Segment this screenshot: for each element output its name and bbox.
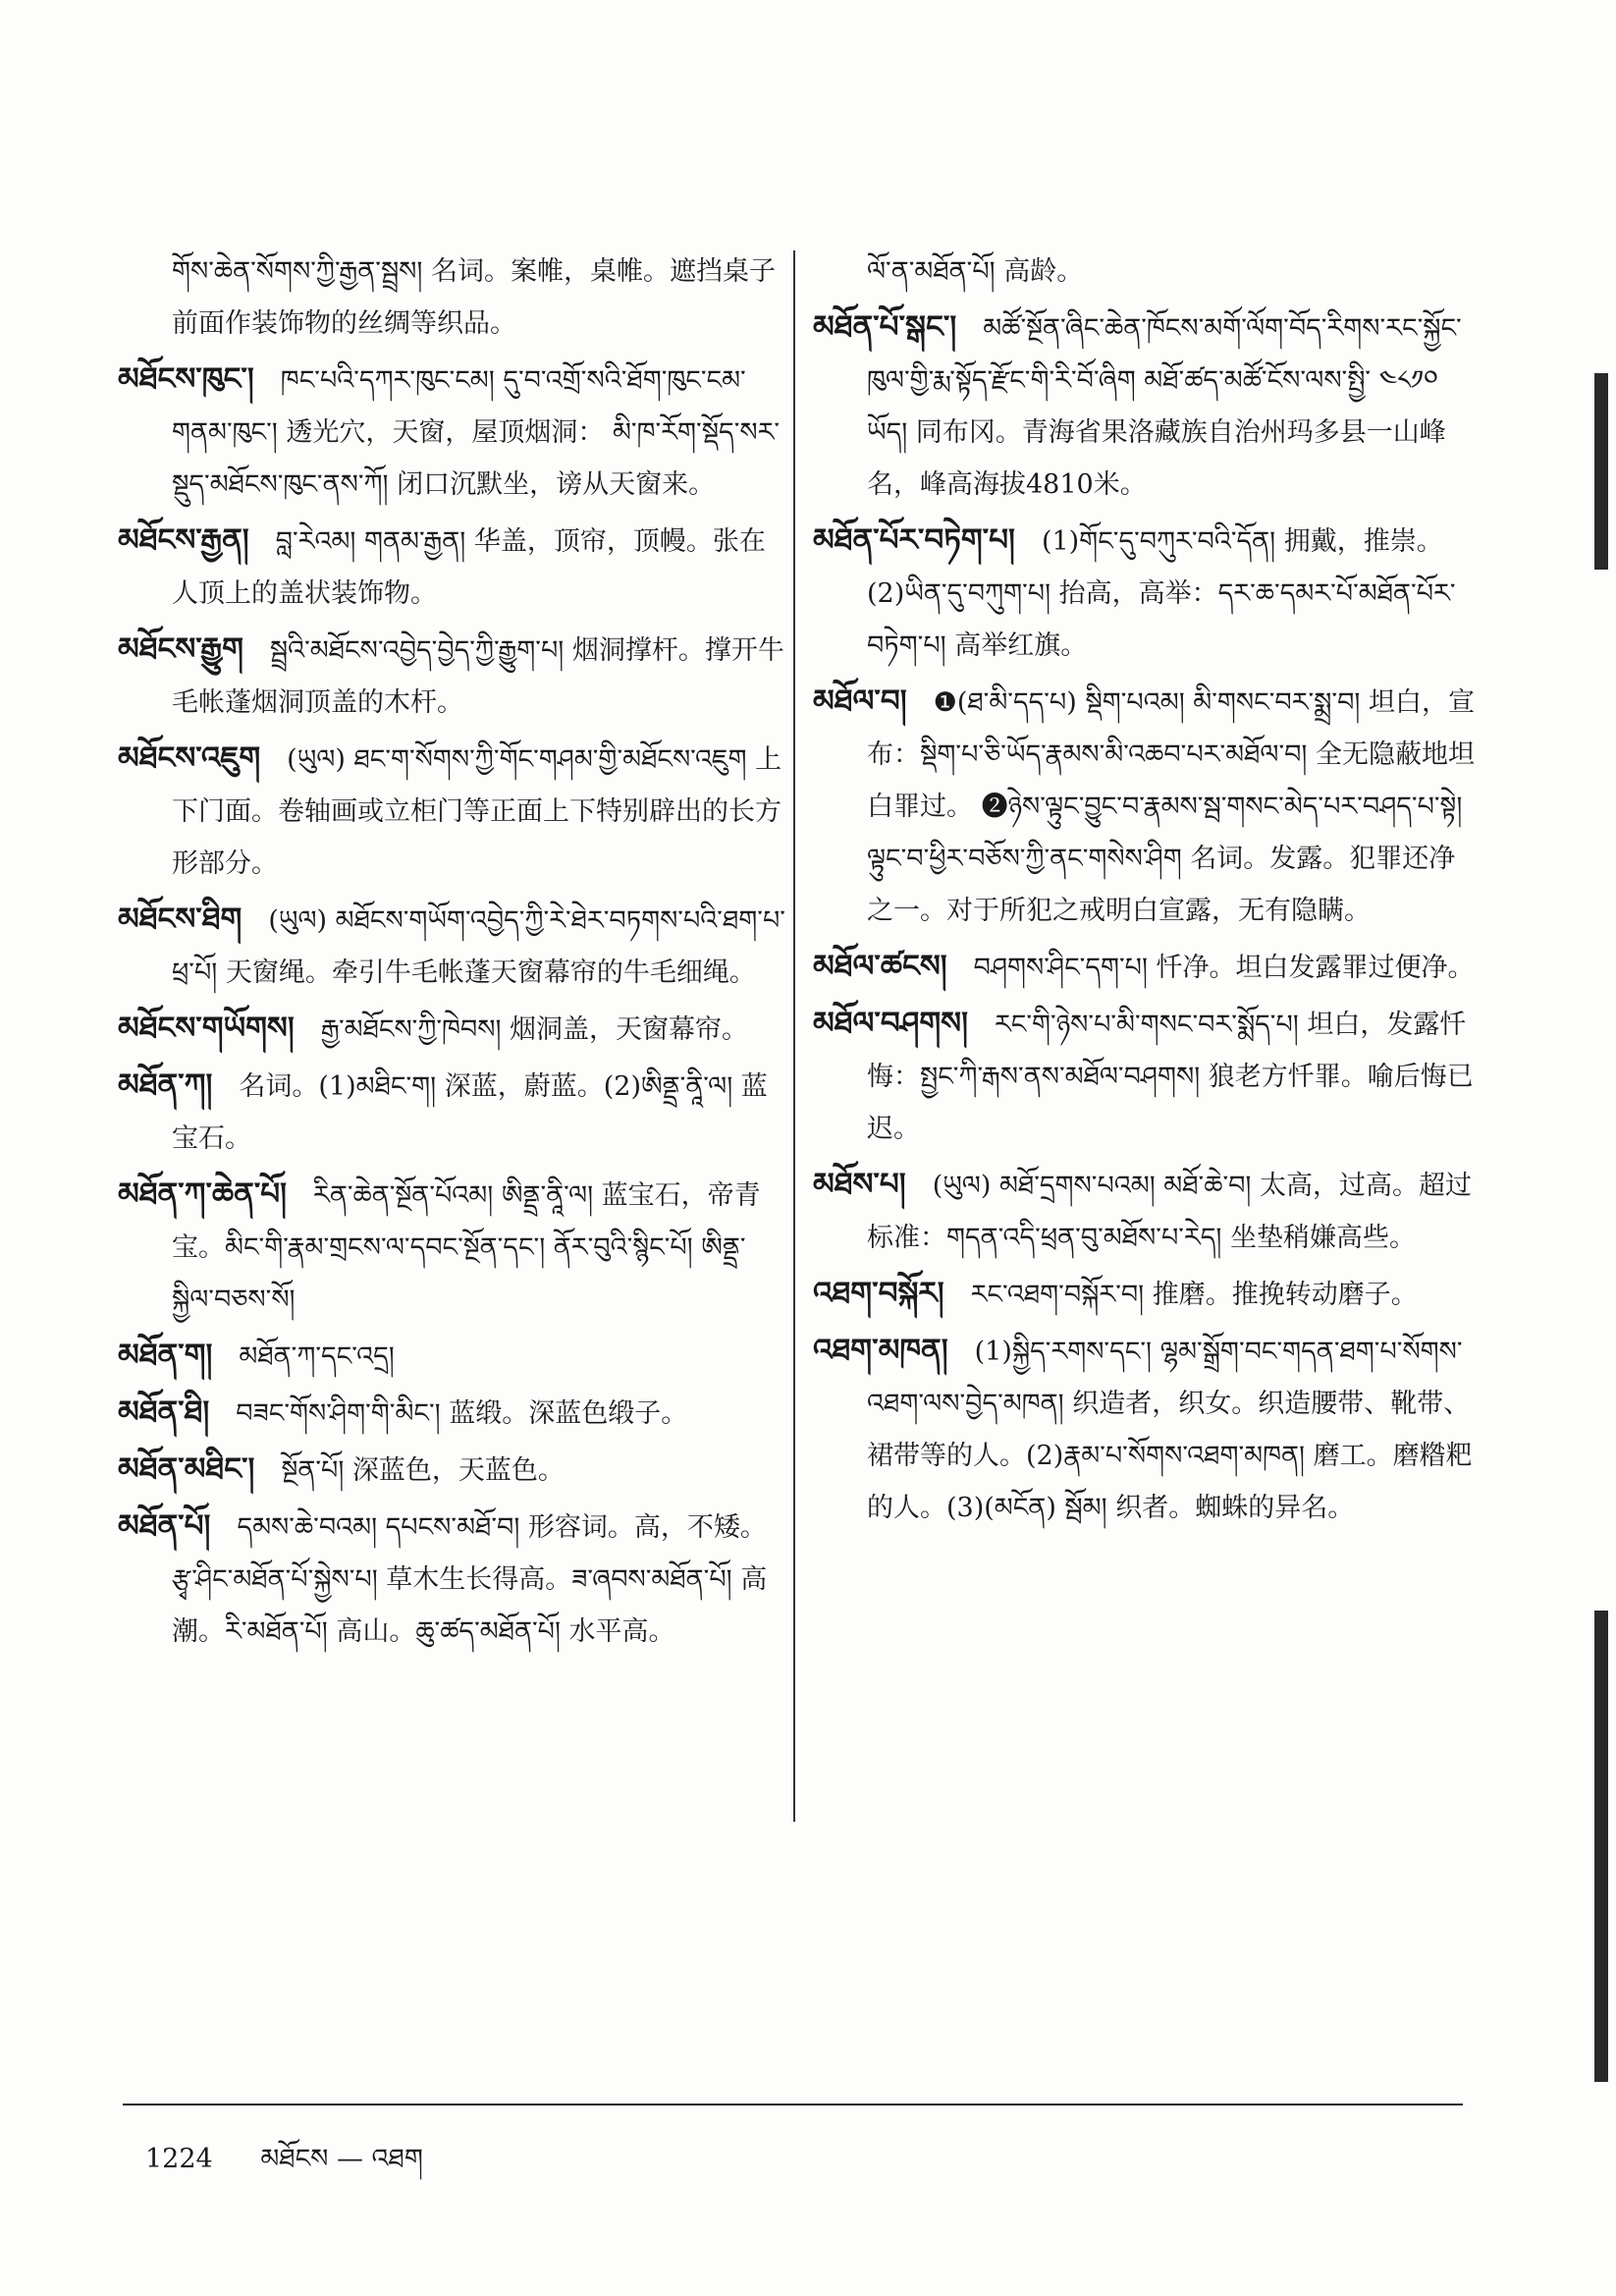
entry-definition: རང་གི་ཉེས་པ་མི་གསང་བར་སྨོད་པ། 坦白，发露忏悔：སྤྱང་ཀི་རྒས་ནས་མཐོལ་བཤགས། 狼老方忏罪。喻后悔已迟。: [867, 1010, 1474, 1144]
left-column: [118, 246, 785, 1662]
entry-headword: མཐོངས་འཇུག: [118, 740, 261, 776]
entry-definition: ཁང་པའི་དཀར་ཁུང་ངམ། དུ་བ་འགྲོ་སའི་ཐོག་ཁུང་ངམ་གནམ་ཁུང་། 透光穴，天窗，屋顶烟洞： མི་ཁ་རོག་སྡོད་སར་སྡུད་མཐོངས་ཁུང་ནས་ཀོ། 闭口沉默坐，谤从天窗来。: [172, 365, 781, 500]
entry-definition: མཚོ་སྔོན་ཞིང་ཆེན་ཁོངས་མགོ་ལོག་བོད་རིགས་རང་སྐྱོང་ཁུལ་གྱི་རྨ་སྟོད་རྫོང་གི་རི་བོ་ཞིག མཐོ་ཚད་མཚོ་ངོས་ལས་སྤྱི་ ༤༨༡༠ ཡོད། 同布冈。青海省果洛藏族自治州玛多县一山峰名，峰高海拔4810米。: [867, 313, 1462, 500]
dictionary-entry: [118, 894, 785, 999]
dictionary-entry: [813, 1325, 1481, 1534]
dictionary-entry: [813, 301, 1481, 511]
entry-headword: མཐོངས་རྒྱན།: [118, 522, 249, 558]
entry-headword: མཐོན་པོར་བཏེག་པ།: [813, 522, 1015, 558]
entry-definition: ལོ་ན་མཐོན་པོ། 高龄。: [867, 256, 1084, 287]
dictionary-entry: [813, 246, 1481, 298]
entry-headword: མཐོངས་ཐིག: [118, 902, 242, 937]
entry-headword: མཐོན་ཀ་ཆེན་པོ།: [118, 1176, 288, 1212]
entry-headword: མཐོངས་རྒྱུག: [118, 631, 243, 667]
entry-definition: བཤགས་ཤིང་དག་པ། 忏净。坦白发露罪过便净。: [973, 953, 1475, 983]
dictionary-entry: [118, 733, 785, 890]
page-footer: [145, 2129, 423, 2204]
dictionary-entry: [118, 1330, 785, 1383]
entry-definition: རིན་ཆེན་སྔོན་པོའམ། ཨིནྡྲ་ནཱི་ལ། 蓝宝石，帝青宝。མིང་གི་རྣམ་གྲངས་ལ་དབང་སྔོན་དང་། ནོར་བུའི་སྙིང་པོ། ཨིནྡྲ་སྐྱིལ་བཅས་སོ།: [172, 1180, 761, 1315]
entry-headword: མཐོལ་བཤགས།: [813, 1006, 968, 1041]
entry-definition: རྒྱ་མཐོངས་ཀྱི་ཁེབས། 烟洞盖，天窗幕帘。: [320, 1014, 749, 1045]
dictionary-entry: [813, 998, 1481, 1155]
dictionary-entry: [813, 676, 1481, 937]
entry-definition: ❶(ཐ་མི་དད་པ) སྡིག་པའམ། མི་གསང་བར་སྨྲ་བ། 坦白，宣布：སྡིག་པ་ཅི་ཡོད་རྣམས་མི་འཆབ་པར་མཐོལ་བ། 全无隐蔽地坦白罪过。 ❷ཉེས་ལྟུང་བྱུང་བ་རྣམས་སྦ་གསང་མེད་པར་བཤད་པ་སྟེ། ལྟུང་བ་ཕྱིར་བཅོས་ཀྱི་ནང་གསེས་ཤིག 名词。发露。犯罪还净之一。对于所犯之戒明白宣露，无有隐瞒。: [867, 687, 1475, 926]
entry-definition: དམས་ཆེ་བའམ། དཔངས་མཐོ་བ། 形容词。高，不矮。རྩྭ་ཤིང་མཐོན་པོ་སྐྱེས་པ། 草木生长得高。ཟ་ཞབས་མཐོན་པོ། 高潮。རི་མཐོན་པོ། 高山。ཆུ་ཚད་མཐོན་པོ། 水平高。: [172, 1512, 768, 1647]
dictionary-entry: [813, 1268, 1481, 1321]
column-divider: [793, 250, 795, 1822]
entry-headword: མཐོན་ག།: [118, 1338, 213, 1373]
entry-headword: མཐོལ་བ།: [813, 683, 907, 719]
entry-headword: མཐོན་མཐིང་།: [118, 1451, 255, 1487]
dictionary-entry: [118, 1444, 785, 1497]
dictionary-entry: [118, 515, 785, 620]
entry-headword: མཐོན་པོ་སྒང་།: [813, 309, 957, 345]
dictionary-entry: [118, 1060, 785, 1165]
entry-headword: མཐོས་པ།: [813, 1167, 906, 1202]
dictionary-entry: [813, 941, 1481, 994]
entry-definition: 名词。(1)མཐིང་ག། 深蓝，蔚蓝。(2)ཨིནྡྲ་ནཱི་ལ། 蓝宝石。: [172, 1071, 768, 1154]
entry-definition: སྔོན་པོ། 深蓝色，天蓝色。: [281, 1455, 565, 1486]
dictionary-entry: [118, 624, 785, 729]
dictionary-entry: [118, 246, 785, 350]
entry-definition: སྦྲའི་མཐོངས་འབྱེད་བྱེད་ཀྱི་རྒྱུག་པ། 烟洞撑杆。撑开牛毛帐蓬烟洞顶盖的木杆。: [172, 635, 784, 718]
entry-definition: རང་འཐག་བསྐོར་བ། 推磨。推挽转动磨子。: [970, 1280, 1418, 1310]
dictionary-entry: [118, 354, 785, 511]
dictionary-entry: [118, 1169, 785, 1326]
entry-definition: བཟང་གོས་ཤིག་གི་མིང་། 蓝缎。深蓝色缎子。: [236, 1398, 688, 1429]
entry-definition: (ཡུལ) ཐང་ག་སོགས་ཀྱི་གོང་གཤམ་གྱི་མཐོངས་འཇུག 上下门面。卷轴画或立柜门等正面上下特别辟出的长方形部分。: [172, 744, 782, 879]
entry-headword: མཐོན་པོ།: [118, 1508, 211, 1544]
entry-definition: (1)སྐྱིད་རགས་དང་། ལྷམ་སྒྲོག་བང་གདན་ཐག་པ་སོགས་འཐག་ལས་བྱེད་མཁན། 织造者，织女。织造腰带、靴带、裙带等的人。(2)རྣམ་པ་སོགས་འཐག་མཁན། 磨工。磨糌粑的人。(3)(མངོན) སྦོམ། 织者。蜘蛛的异名。: [867, 1337, 1473, 1523]
entry-definition: མཐོན་ཀ་དང་འདྲ།: [239, 1341, 395, 1372]
entry-definition: (ཡུལ) མཐོངས་གཡོག་འབྱེད་ཀྱི་རེ་ཐེར་བཏགས་པའི་ཐག་པ་ཕྲ་པོ། 天窗绳。牵引牛毛帐蓬天窗幕帘的牛毛细绳。: [172, 905, 785, 988]
dictionary-entry: [813, 515, 1481, 672]
page-number: 1224: [145, 2144, 213, 2174]
dictionary-entry: [118, 1003, 785, 1056]
page-range: མཐོངས — འཐག: [260, 2144, 423, 2174]
entry-headword: མཐོན་ཐི།: [118, 1394, 210, 1430]
entry-headword: མཐོལ་ཚངས།: [813, 949, 947, 984]
footer-rule: [123, 2104, 1463, 2105]
entry-definition: (ཡུལ) མཐོ་དྲགས་པའམ། མཐོ་ཆེ་བ། 太高，过高。超过标准：གདན་འདི་ཕྲན་བུ་མཐོས་པ་རེད། 坐垫稍嫌高些。: [867, 1171, 1472, 1253]
entry-definition: བླ་རེའམ། གནམ་རྒྱན། 华盖，顶帘，顶幔。张在人顶上的盖状装饰物。: [172, 526, 766, 609]
entry-definition: གོས་ཆེན་སོགས་ཀྱི་རྒྱན་སྦྲས། 名词。案帷，桌帷。遮挡桌子前面作装饰物的丝绸等织品。: [172, 256, 776, 339]
entry-headword: མཐོན་ཀ།: [118, 1067, 213, 1103]
dictionary-entry: [118, 1387, 785, 1440]
entry-definition: (1)གོང་དུ་བཀུར་བའི་དོན། 拥戴，推崇。(2)ཡིན་དུ་བཀུག་པ། 抬高，高举：དར་ཆ་དམར་པོ་མཐོན་པོར་བཏེག་པ། 高举红旗。: [867, 526, 1456, 661]
entry-headword: འཐག་བསྐོར།: [813, 1276, 944, 1311]
entry-headword: འཐག་མཁན།: [813, 1333, 948, 1368]
entry-headword: མཐོངས་ཁུང་།: [118, 361, 254, 397]
entry-headword: མཐོངས་གཡོགས།: [118, 1011, 295, 1046]
right-column: [813, 246, 1481, 1538]
dictionary-entry: [118, 1501, 785, 1658]
scan-edge: [1587, 0, 1616, 2296]
dictionary-entry: [813, 1159, 1481, 1264]
